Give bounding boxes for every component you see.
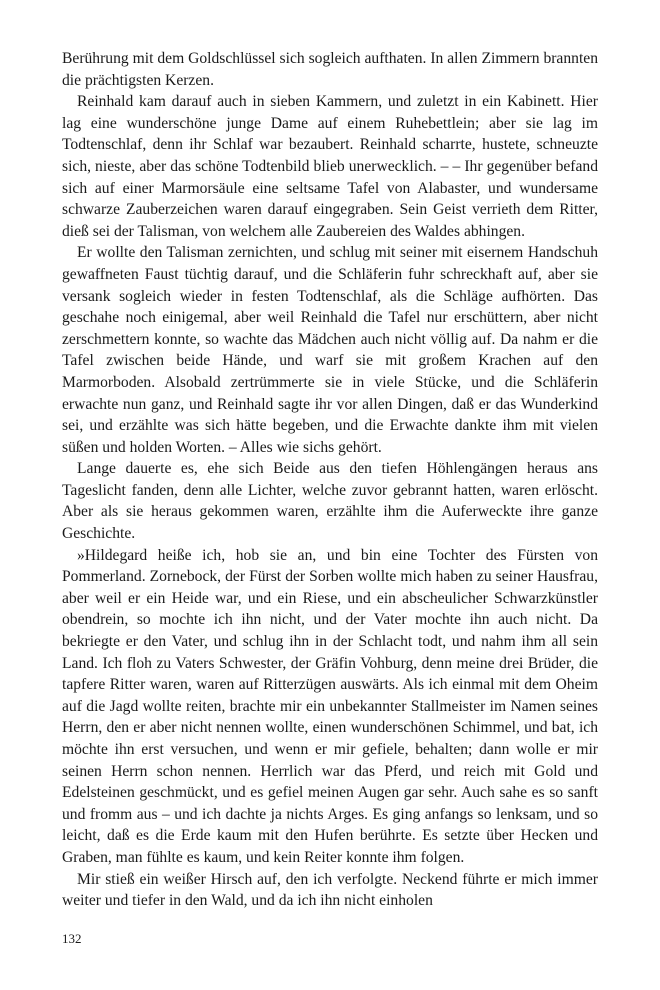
paragraph-weisser-hirsch: Mir stieß ein weißer Hirsch auf, den ich verfolgte. Neckend führte er mich immer weiter und tiefer in den Wald, und da ich ihn nicht einholen (62, 870, 598, 910)
paragraph-hildegard: »Hildegard heiße ich, hob sie an, und bin eine Tochter des Fürsten von Pommerland. Zornebock, der Fürst der Sorben wollte mich haben zu seiner Hausfrau, aber weil er ein Heide war, und ein Riese, und ein abscheulicher Schwarzkünstler obendrein, so mochte ich ihn nicht, und der Vater mochte ihn auch nicht. Da bekriegte er den Vater, und schlug ihn in der Schlacht todt, und nahm ihm all sein Land. Ich floh zu Vaters Schwester, der Gräfin Vohburg, denn meine drei Brüder, die tapfere Ritter waren, waren auf Ritterzügen auswärts. Als ich einmal mit dem Oheim auf die Jagd wollte reiten, brachte mir ein unbekannter Stallmeister im Namen seines Herrn, den er aber nicht nennen wollte, einen wunderschönen Schimmel, und bat, ich möchte ihn erst versuchen, und wenn er mir gefiele, behalten; dann wolle er mir seinen Herrn schon nennen. Herrlich war das Pferd, und reich mit Gold und Edelsteinen geschmückt, und es gefiel meinen Augen gar sehr. Auch sahe es so sanft und fromm aus – und ich dachte ja nichts Arges. Es ging anfangs so lenksam, und so leicht, daß es die Erde kaum mit den Hufen berührte. Es setzte über Hecken und Graben, man fühlte es kaum, und kein Reiter konnte ihm folgen. (62, 546, 598, 866)
paragraph-continuation: Berührung mit dem Goldschlüssel sich sogleich aufthaten. In allen Zimmern brannten die prächtigsten Kerzen. (62, 50, 598, 89)
paragraph-reinhald-kabinett: Reinhald kam darauf auch in sieben Kammern, und zuletzt in ein Kabinett. Hier lag eine wunderschöne junge Dame auf einem Ruhebettlein; aber sie lag im Todtenschlaf, denn ihr Schlaf war bezaubert. Reinhald scharrte, hustete, schneuzte sich, nieste, aber das schöne Todtenbild blieb unerwecklich. – – Ihr gegenüber befand sich auf einer Marmorsäule eine seltsame Tafel von Alabaster, und wundersame schwarze Zauberzeichen waren darauf eingegraben. Sein Geist verrieth dem Ritter, dieß sei der Talisman, von welchem alle Zaubereien des Waldes abhingen. (62, 93, 598, 240)
page-number: 132 (62, 931, 82, 946)
book-page-text (62, 48, 598, 912)
paragraph-talisman: Er wollte den Talisman zernichten, und schlug mit seiner mit eisernem Handschuh gewaffneten Faust tüchtig darauf, und die Schläferin fuhr schreckhaft auf, aber sie versank sogleich wieder in festen Todtenschlaf, als die Schläge aufhörten. Das geschahe noch einigemal, aber weil Reinhald die Tafel nur erschüttern, aber nicht zerschmettern konnte, so wachte das Mädchen auch nicht völlig auf. Da nahm er die Tafel zwischen beide Hände, und warf sie mit großem Krachen auf den Marmorboden. Alsobald zertrümmerte sie in viele Stücke, und die Schläferin erwachte nun ganz, und Reinhald sagte ihr vor allen Dingen, daß er das Wunderkind sei, und erzählte was sich hätte begeben, und die Erwachte dankte ihm mit vielen süßen und holden Worten. – Alles wie sichs gehört. (62, 244, 598, 456)
paragraph-hoehlengaenge: Lange dauerte es, ehe sich Beide aus den tiefen Höhlengängen heraus ans Tageslicht fanden, denn alle Lichter, welche zuvor gebrannt hatten, waren erlöscht. Aber als sie heraus gekommen waren, erzählte ihm die Auferweckte ihre ganze Geschichte. (62, 460, 598, 543)
